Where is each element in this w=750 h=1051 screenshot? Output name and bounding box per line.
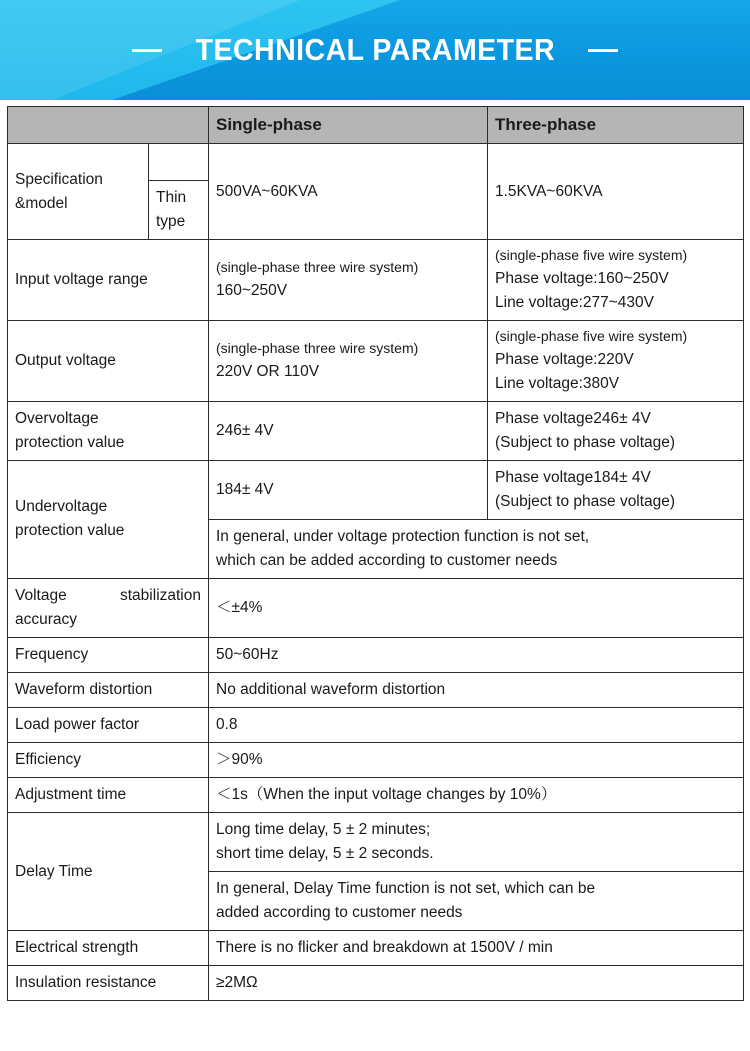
undervoltage-three-line2: (Subject to phase voltage) <box>495 492 676 510</box>
load-power-factor-value: 0.8 <box>209 707 744 742</box>
row-label-overvoltage-protection <box>8 401 209 460</box>
output-three-line1: (single-phase five wire system) <box>495 328 688 345</box>
insulation-resistance-value: ≥2MΩ <box>209 966 744 1001</box>
stabilization-accuracy-value: ＜±4% <box>209 578 744 637</box>
spec-model-label-line1: Specification <box>15 170 103 188</box>
row-label-input-voltage-range: Input voltage range <box>8 240 209 321</box>
efficiency-value: ＞90% <box>209 742 744 777</box>
banner-right-dash-icon <box>588 49 618 52</box>
stabilization-label-line2: accuracy <box>15 610 78 628</box>
row-label-specification-model <box>8 144 149 240</box>
header-cell-blank <box>8 107 209 144</box>
spec-model-label-line2: &model <box>15 194 68 212</box>
undervoltage-single-phase-value: 184± 4V <box>209 460 488 519</box>
delay-time-line2: short time delay, 5 ± 2 seconds. <box>216 845 434 863</box>
header-cell-single-phase: Single-phase <box>209 107 488 144</box>
output-single-line2: 220V OR 110V <box>216 362 320 380</box>
output-voltage-single-phase-value <box>209 321 488 402</box>
undervoltage-note <box>209 519 744 578</box>
table-row-output-voltage <box>8 321 744 402</box>
technical-parameter-table <box>7 106 744 1001</box>
row-label-output-voltage: Output voltage <box>8 321 209 402</box>
delay-time-value <box>209 813 744 872</box>
delay-time-note-line1: In general, Delay Time function is not set, which can be <box>216 880 596 898</box>
table-row-delay-time-a <box>8 813 744 872</box>
adjustment-time-value: ＜1s（When the input voltage changes by 10%） <box>209 778 744 813</box>
row-label-load-power-factor: Load power factor <box>8 707 209 742</box>
table-row-waveform-distortion <box>8 672 744 707</box>
undervoltage-note-line2: which can be added according to customer needs <box>216 551 558 569</box>
banner-title-group <box>0 0 750 100</box>
delay-time-line1: Long time delay, 5 ± 2 minutes; <box>216 821 431 839</box>
undervoltage-note-line1: In general, under voltage protection function is not set, <box>216 527 590 545</box>
overvoltage-label-line1: Overvoltage <box>15 409 99 427</box>
output-single-line1: (single-phase three wire system) <box>216 340 419 357</box>
row-label-delay-time: Delay Time <box>8 813 209 931</box>
spec-model-sub-label-thin-type <box>149 181 209 240</box>
input-voltage-range-three-phase-value <box>488 240 744 321</box>
input-three-line1: (single-phase five wire system) <box>495 247 688 264</box>
input-single-line1: (single-phase three wire system) <box>216 259 419 276</box>
overvoltage-single-phase-value: 246± 4V <box>209 401 488 460</box>
row-label-electrical-strength: Electrical strength <box>8 931 209 966</box>
table-row-load-power-factor <box>8 707 744 742</box>
table-row-overvoltage-protection <box>8 401 744 460</box>
row-label-stabilization-accuracy <box>8 578 209 637</box>
undervoltage-label-line2: protection value <box>15 522 125 540</box>
banner-title: TECHNICAL PARAMETER <box>195 32 555 67</box>
delay-time-note <box>209 872 744 931</box>
table-row-frequency <box>8 637 744 672</box>
output-three-line3: Line voltage:380V <box>495 374 620 392</box>
table-row-input-voltage-range <box>8 240 744 321</box>
thin-type-line1: Thin <box>156 189 187 207</box>
technical-parameter-banner <box>0 0 750 100</box>
table-row-electrical-strength <box>8 931 744 966</box>
input-voltage-range-single-phase-value <box>209 240 488 321</box>
undervoltage-three-line1: Phase voltage184± 4V <box>495 468 651 486</box>
undervoltage-label-line1: Undervoltage <box>15 498 108 516</box>
banner-left-dash-icon <box>132 49 162 52</box>
table-row-efficiency <box>8 742 744 777</box>
row-label-waveform-distortion: Waveform distortion <box>8 672 209 707</box>
row-label-insulation-resistance: Insulation resistance <box>8 966 209 1001</box>
table-row-specification-model-a <box>8 144 744 181</box>
stabilization-label-line1: Voltage stabilization <box>15 586 201 604</box>
overvoltage-label-line2: protection value <box>15 433 125 451</box>
output-voltage-three-phase-value <box>488 321 744 402</box>
overvoltage-three-line2: (Subject to phase voltage) <box>495 433 676 451</box>
spec-model-single-phase-value: 500VA~60KVA <box>209 144 488 240</box>
row-label-efficiency: Efficiency <box>8 742 209 777</box>
input-three-line2: Phase voltage:160~250V <box>495 270 669 288</box>
electrical-strength-value: There is no flicker and breakdown at 1500V / min <box>209 931 744 966</box>
input-three-line3: Line voltage:277~430V <box>495 294 655 312</box>
table-row-stabilization-accuracy <box>8 578 744 637</box>
table-row-adjustment-time <box>8 778 744 813</box>
row-label-undervoltage-protection <box>8 460 209 578</box>
overvoltage-three-line1: Phase voltage246± 4V <box>495 409 651 427</box>
input-single-line2: 160~250V <box>216 282 288 300</box>
delay-time-note-line2: added according to customer needs <box>216 904 463 922</box>
table-row-insulation-resistance <box>8 966 744 1001</box>
frequency-value: 50~60Hz <box>209 637 744 672</box>
thin-type-line2: type <box>156 213 186 231</box>
header-cell-three-phase: Three-phase <box>488 107 744 144</box>
row-label-adjustment-time: Adjustment time <box>8 778 209 813</box>
table-row-undervoltage-protection-a <box>8 460 744 519</box>
spec-table-wrapper <box>0 100 750 1001</box>
overvoltage-three-phase-value <box>488 401 744 460</box>
output-three-line2: Phase voltage:220V <box>495 350 634 368</box>
waveform-distortion-value: No additional waveform distortion <box>209 672 744 707</box>
spec-model-three-phase-value: 1.5KVA~60KVA <box>488 144 744 240</box>
row-label-frequency: Frequency <box>8 637 209 672</box>
undervoltage-three-phase-value <box>488 460 744 519</box>
spec-model-sub-empty-cell <box>149 144 209 181</box>
table-header-row <box>8 107 744 144</box>
